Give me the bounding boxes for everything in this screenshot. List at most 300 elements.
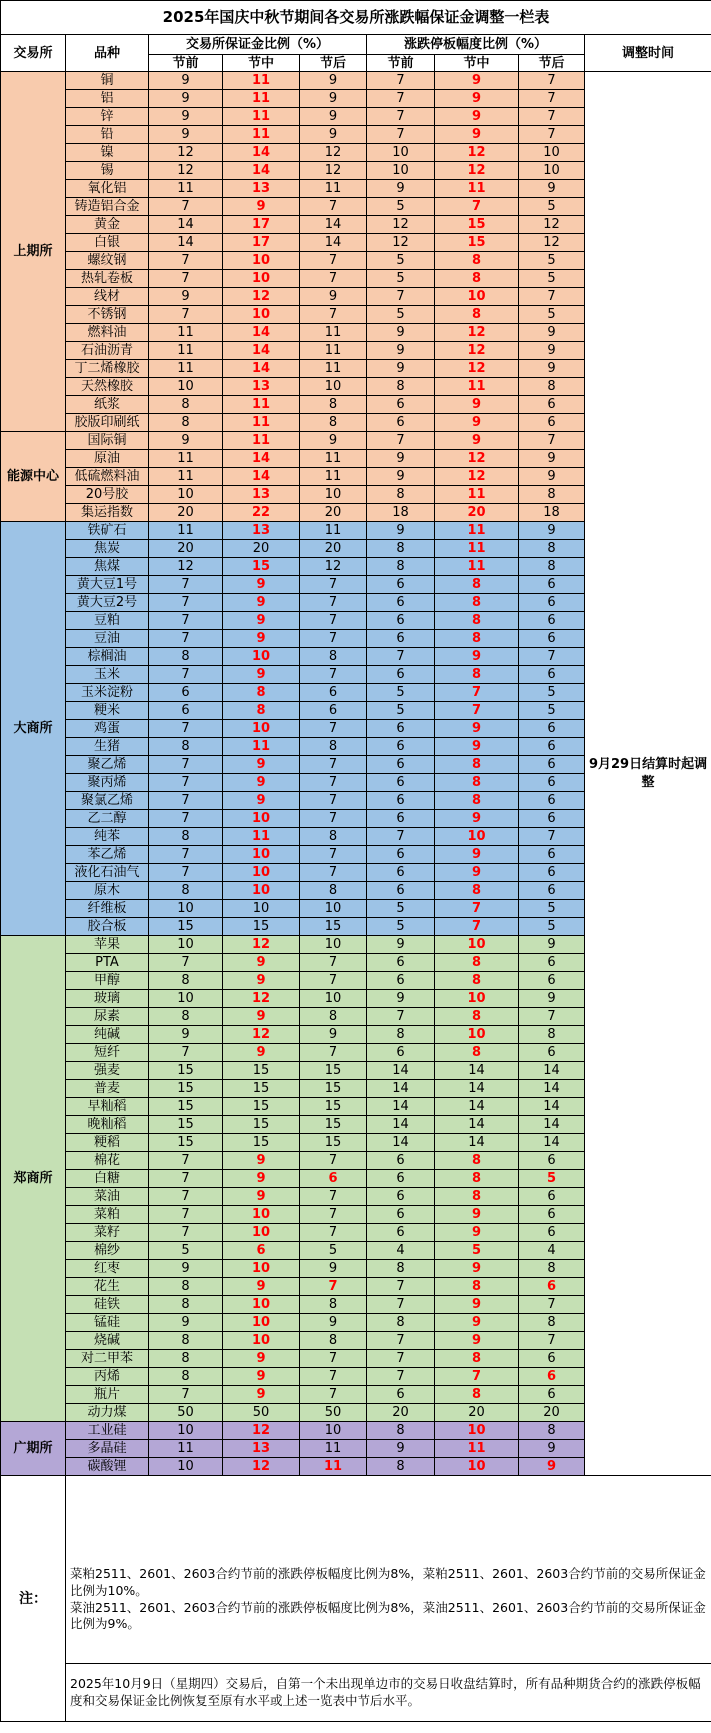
limit-pre-cell: 12 [367, 216, 435, 234]
limit-pre-cell: 6 [367, 666, 435, 684]
product-cell: 乙二醇 [66, 810, 149, 828]
margin-pre-cell: 8 [149, 972, 223, 990]
limit-during-cell: 9 [435, 1260, 519, 1278]
limit-pre-cell: 6 [367, 972, 435, 990]
margin-post-cell: 7 [300, 1152, 367, 1170]
margin-during-cell: 10 [223, 252, 300, 270]
product-cell: 玉米 [66, 666, 149, 684]
margin-post-cell: 11 [300, 342, 367, 360]
header-product: 品种 [66, 35, 149, 72]
limit-pre-cell: 6 [367, 414, 435, 432]
limit-during-cell: 10 [435, 1422, 519, 1440]
product-cell: 瓶片 [66, 1386, 149, 1404]
margin-pre-cell: 10 [149, 900, 223, 918]
margin-pre-cell: 7 [149, 846, 223, 864]
limit-during-cell: 9 [435, 810, 519, 828]
margin-pre-cell: 8 [149, 1278, 223, 1296]
product-cell: 玻璃 [66, 990, 149, 1008]
margin-post-cell: 15 [300, 1062, 367, 1080]
notes-footer: 2025年10月9日（星期四）交易后，自第一个未出现单边市的交易日收盘结算时，所有品种期货合约的涨跌停板幅度和交易保证金比例恢复至原有水平或上述一览表中节后水平。 [66, 1664, 711, 1722]
margin-pre-cell: 6 [149, 684, 223, 702]
limit-during-cell: 9 [435, 126, 519, 144]
margin-pre-cell: 9 [149, 288, 223, 306]
margin-post-cell: 10 [300, 378, 367, 396]
limit-pre-cell: 8 [367, 540, 435, 558]
margin-during-cell: 13 [223, 522, 300, 540]
limit-pre-cell: 9 [367, 342, 435, 360]
margin-post-cell: 5 [300, 1242, 367, 1260]
margin-post-cell: 11 [300, 324, 367, 342]
header-limit-post: 节后 [519, 55, 585, 72]
limit-pre-cell: 7 [367, 432, 435, 450]
margin-post-cell: 8 [300, 882, 367, 900]
limit-post-cell: 6 [519, 396, 585, 414]
margin-during-cell: 14 [223, 144, 300, 162]
margin-during-cell: 9 [223, 198, 300, 216]
limit-pre-cell: 6 [367, 1170, 435, 1188]
limit-pre-cell: 4 [367, 1242, 435, 1260]
limit-during-cell: 8 [435, 1044, 519, 1062]
margin-pre-cell: 8 [149, 414, 223, 432]
limit-post-cell: 9 [519, 936, 585, 954]
margin-during-cell: 11 [223, 414, 300, 432]
limit-pre-cell: 6 [367, 738, 435, 756]
margin-during-cell: 11 [223, 828, 300, 846]
product-cell: 纯碱 [66, 1026, 149, 1044]
limit-post-cell: 9 [519, 324, 585, 342]
margin-post-cell: 7 [300, 1188, 367, 1206]
margin-post-cell: 8 [300, 1296, 367, 1314]
limit-during-cell: 11 [435, 540, 519, 558]
table-row [1, 72, 711, 90]
product-cell: 短纤 [66, 1044, 149, 1062]
limit-during-cell: 20 [435, 504, 519, 522]
product-cell: 热轧卷板 [66, 270, 149, 288]
limit-post-cell: 5 [519, 900, 585, 918]
margin-pre-cell: 9 [149, 108, 223, 126]
margin-pre-cell: 10 [149, 1422, 223, 1440]
margin-during-cell: 9 [223, 972, 300, 990]
exchange-cell: 大商所 [1, 522, 66, 936]
margin-pre-cell: 8 [149, 1368, 223, 1386]
limit-post-cell: 8 [519, 540, 585, 558]
limit-during-cell: 8 [435, 1008, 519, 1026]
limit-pre-cell: 8 [367, 1314, 435, 1332]
margin-post-cell: 11 [300, 360, 367, 378]
limit-during-cell: 8 [435, 1386, 519, 1404]
limit-post-cell: 6 [519, 576, 585, 594]
limit-during-cell: 8 [435, 792, 519, 810]
margin-during-cell: 9 [223, 576, 300, 594]
limit-post-cell: 6 [519, 1206, 585, 1224]
margin-during-cell: 9 [223, 1368, 300, 1386]
margin-during-cell: 12 [223, 1458, 300, 1476]
limit-during-cell: 8 [435, 1350, 519, 1368]
margin-post-cell: 7 [300, 612, 367, 630]
margin-during-cell: 11 [223, 126, 300, 144]
limit-during-cell: 11 [435, 1440, 519, 1458]
limit-pre-cell: 6 [367, 774, 435, 792]
margin-post-cell: 7 [300, 306, 367, 324]
margin-post-cell: 7 [300, 198, 367, 216]
notes-row [1, 1664, 711, 1722]
limit-post-cell: 14 [519, 1062, 585, 1080]
limit-during-cell: 7 [435, 918, 519, 936]
margin-during-cell: 20 [223, 540, 300, 558]
margin-pre-cell: 12 [149, 162, 223, 180]
limit-pre-cell: 7 [367, 108, 435, 126]
product-cell: 红枣 [66, 1260, 149, 1278]
margin-during-cell: 9 [223, 1008, 300, 1026]
margin-post-cell: 11 [300, 1458, 367, 1476]
margin-post-cell: 10 [300, 1422, 367, 1440]
margin-during-cell: 10 [223, 270, 300, 288]
margin-pre-cell: 8 [149, 1008, 223, 1026]
margin-during-cell: 9 [223, 1188, 300, 1206]
margin-during-cell: 10 [223, 648, 300, 666]
margin-post-cell: 7 [300, 270, 367, 288]
margin-during-cell: 9 [223, 612, 300, 630]
margin-during-cell: 15 [223, 1062, 300, 1080]
limit-pre-cell: 18 [367, 504, 435, 522]
margin-post-cell: 9 [300, 1314, 367, 1332]
limit-during-cell: 8 [435, 1278, 519, 1296]
margin-pre-cell: 7 [149, 1386, 223, 1404]
limit-during-cell: 8 [435, 576, 519, 594]
notes-row [1, 1476, 711, 1664]
limit-pre-cell: 6 [367, 720, 435, 738]
limit-during-cell: 12 [435, 324, 519, 342]
limit-during-cell: 14 [435, 1062, 519, 1080]
limit-during-cell: 9 [435, 1224, 519, 1242]
margin-during-cell: 11 [223, 108, 300, 126]
margin-post-cell: 15 [300, 918, 367, 936]
margin-during-cell: 14 [223, 162, 300, 180]
limit-post-cell: 14 [519, 1098, 585, 1116]
margin-during-cell: 12 [223, 990, 300, 1008]
product-cell: 锰硅 [66, 1314, 149, 1332]
margin-pre-cell: 12 [149, 144, 223, 162]
limit-pre-cell: 8 [367, 1026, 435, 1044]
limit-post-cell: 14 [519, 1080, 585, 1098]
limit-during-cell: 8 [435, 612, 519, 630]
margin-during-cell: 13 [223, 486, 300, 504]
limit-during-cell: 12 [435, 360, 519, 378]
limit-during-cell: 14 [435, 1080, 519, 1098]
limit-during-cell: 8 [435, 630, 519, 648]
product-cell: 氧化铝 [66, 180, 149, 198]
product-cell: 碳酸锂 [66, 1458, 149, 1476]
margin-post-cell: 7 [300, 1350, 367, 1368]
margin-post-cell: 12 [300, 162, 367, 180]
margin-post-cell: 9 [300, 72, 367, 90]
margin-pre-cell: 7 [149, 198, 223, 216]
margin-pre-cell: 11 [149, 1440, 223, 1458]
limit-pre-cell: 8 [367, 1422, 435, 1440]
margin-during-cell: 10 [223, 810, 300, 828]
margin-during-cell: 15 [223, 1116, 300, 1134]
margin-during-cell: 15 [223, 1080, 300, 1098]
margin-post-cell: 7 [300, 792, 367, 810]
limit-pre-cell: 8 [367, 1260, 435, 1278]
margin-pre-cell: 7 [149, 720, 223, 738]
margin-pre-cell: 15 [149, 1134, 223, 1152]
margin-post-cell: 9 [300, 432, 367, 450]
margin-during-cell: 22 [223, 504, 300, 522]
margin-pre-cell: 7 [149, 774, 223, 792]
limit-pre-cell: 6 [367, 1044, 435, 1062]
margin-post-cell: 10 [300, 900, 367, 918]
margin-pre-cell: 7 [149, 864, 223, 882]
limit-during-cell: 8 [435, 972, 519, 990]
limit-during-cell: 8 [435, 774, 519, 792]
margin-post-cell: 15 [300, 1080, 367, 1098]
limit-during-cell: 12 [435, 342, 519, 360]
limit-during-cell: 8 [435, 1170, 519, 1188]
margin-during-cell: 17 [223, 216, 300, 234]
margin-post-cell: 14 [300, 234, 367, 252]
margin-post-cell: 7 [300, 774, 367, 792]
limit-post-cell: 10 [519, 144, 585, 162]
product-cell: 苯乙烯 [66, 846, 149, 864]
limit-post-cell: 9 [519, 342, 585, 360]
limit-post-cell: 6 [519, 1368, 585, 1386]
margin-during-cell: 10 [223, 1332, 300, 1350]
margin-pre-cell: 9 [149, 1314, 223, 1332]
margin-post-cell: 7 [300, 666, 367, 684]
limit-post-cell: 6 [519, 612, 585, 630]
limit-during-cell: 10 [435, 990, 519, 1008]
product-cell: 聚丙烯 [66, 774, 149, 792]
header-margin-post: 节后 [300, 55, 367, 72]
limit-post-cell: 4 [519, 1242, 585, 1260]
margin-pre-cell: 7 [149, 666, 223, 684]
limit-during-cell: 8 [435, 1152, 519, 1170]
margin-during-cell: 9 [223, 756, 300, 774]
margin-post-cell: 11 [300, 468, 367, 486]
limit-post-cell: 5 [519, 702, 585, 720]
limit-pre-cell: 7 [367, 1332, 435, 1350]
limit-pre-cell: 7 [367, 828, 435, 846]
limit-during-cell: 9 [435, 1206, 519, 1224]
margin-during-cell: 9 [223, 1170, 300, 1188]
margin-pre-cell: 7 [149, 792, 223, 810]
limit-post-cell: 5 [519, 918, 585, 936]
product-cell: 原木 [66, 882, 149, 900]
margin-pre-cell: 10 [149, 1458, 223, 1476]
limit-post-cell: 6 [519, 792, 585, 810]
limit-post-cell: 6 [519, 954, 585, 972]
limit-post-cell: 5 [519, 198, 585, 216]
limit-pre-cell: 6 [367, 810, 435, 828]
limit-pre-cell: 10 [367, 162, 435, 180]
limit-pre-cell: 6 [367, 846, 435, 864]
margin-post-cell: 9 [300, 1260, 367, 1278]
limit-during-cell: 15 [435, 234, 519, 252]
limit-during-cell: 8 [435, 882, 519, 900]
product-cell: 纸浆 [66, 396, 149, 414]
limit-post-cell: 8 [519, 1422, 585, 1440]
margin-post-cell: 8 [300, 414, 367, 432]
product-cell: 铸造铝合金 [66, 198, 149, 216]
margin-pre-cell: 11 [149, 324, 223, 342]
margin-pre-cell: 7 [149, 1188, 223, 1206]
margin-post-cell: 7 [300, 864, 367, 882]
limit-during-cell: 8 [435, 666, 519, 684]
margin-post-cell: 9 [300, 1026, 367, 1044]
limit-post-cell: 12 [519, 216, 585, 234]
limit-during-cell: 8 [435, 756, 519, 774]
margin-post-cell: 7 [300, 756, 367, 774]
limit-post-cell: 7 [519, 90, 585, 108]
limit-pre-cell: 7 [367, 72, 435, 90]
product-cell: 铝 [66, 90, 149, 108]
margin-post-cell: 7 [300, 576, 367, 594]
margin-pre-cell: 9 [149, 432, 223, 450]
limit-post-cell: 9 [519, 1440, 585, 1458]
product-cell: 螺纹钢 [66, 252, 149, 270]
margin-during-cell: 13 [223, 1440, 300, 1458]
margin-during-cell: 14 [223, 324, 300, 342]
limit-pre-cell: 6 [367, 1152, 435, 1170]
product-cell: 玉米淀粉 [66, 684, 149, 702]
limit-during-cell: 8 [435, 306, 519, 324]
margin-during-cell: 11 [223, 432, 300, 450]
limit-pre-cell: 9 [367, 450, 435, 468]
limit-during-cell: 14 [435, 1116, 519, 1134]
product-cell: 黄金 [66, 216, 149, 234]
limit-pre-cell: 14 [367, 1134, 435, 1152]
limit-post-cell: 7 [519, 72, 585, 90]
limit-during-cell: 9 [435, 414, 519, 432]
product-cell: 粳米 [66, 702, 149, 720]
margin-during-cell: 15 [223, 918, 300, 936]
header-margin-group: 交易所保证金比例（%） [149, 35, 367, 55]
margin-during-cell: 12 [223, 1422, 300, 1440]
product-cell: 烧碱 [66, 1332, 149, 1350]
limit-during-cell: 9 [435, 720, 519, 738]
limit-during-cell: 9 [435, 396, 519, 414]
limit-during-cell: 11 [435, 486, 519, 504]
margin-during-cell: 10 [223, 864, 300, 882]
margin-during-cell: 50 [223, 1404, 300, 1422]
limit-pre-cell: 7 [367, 1350, 435, 1368]
margin-during-cell: 14 [223, 342, 300, 360]
limit-post-cell: 7 [519, 432, 585, 450]
margin-post-cell: 7 [300, 1368, 367, 1386]
product-cell: 动力煤 [66, 1404, 149, 1422]
limit-during-cell: 7 [435, 702, 519, 720]
limit-during-cell: 9 [435, 90, 519, 108]
limit-pre-cell: 6 [367, 396, 435, 414]
margin-post-cell: 9 [300, 126, 367, 144]
limit-during-cell: 11 [435, 522, 519, 540]
product-cell: 多晶硅 [66, 1440, 149, 1458]
margin-during-cell: 9 [223, 1386, 300, 1404]
margin-during-cell: 11 [223, 738, 300, 756]
product-cell: 20号胶 [66, 486, 149, 504]
margin-pre-cell: 7 [149, 1206, 223, 1224]
limit-pre-cell: 5 [367, 702, 435, 720]
product-cell: 镍 [66, 144, 149, 162]
limit-post-cell: 6 [519, 810, 585, 828]
limit-post-cell: 5 [519, 270, 585, 288]
margin-post-cell: 7 [300, 1386, 367, 1404]
product-cell: 粳稻 [66, 1134, 149, 1152]
limit-pre-cell: 8 [367, 378, 435, 396]
product-cell: 聚氯乙烯 [66, 792, 149, 810]
product-cell: 纤维板 [66, 900, 149, 918]
product-cell: 原油 [66, 450, 149, 468]
limit-post-cell: 5 [519, 252, 585, 270]
limit-during-cell: 9 [435, 432, 519, 450]
margin-during-cell: 11 [223, 396, 300, 414]
product-cell: 早籼稻 [66, 1098, 149, 1116]
margin-pre-cell: 6 [149, 702, 223, 720]
header-limit-during: 节中 [435, 55, 519, 72]
limit-pre-cell: 9 [367, 468, 435, 486]
margin-pre-cell: 7 [149, 1170, 223, 1188]
limit-pre-cell: 9 [367, 324, 435, 342]
limit-pre-cell: 9 [367, 522, 435, 540]
margin-pre-cell: 8 [149, 882, 223, 900]
limit-during-cell: 12 [435, 468, 519, 486]
margin-pre-cell: 10 [149, 378, 223, 396]
limit-pre-cell: 14 [367, 1098, 435, 1116]
limit-post-cell: 14 [519, 1116, 585, 1134]
limit-pre-cell: 9 [367, 1440, 435, 1458]
limit-post-cell: 6 [519, 1044, 585, 1062]
limit-post-cell: 14 [519, 1134, 585, 1152]
product-cell: 豆粕 [66, 612, 149, 630]
margin-during-cell: 9 [223, 1278, 300, 1296]
margin-pre-cell: 9 [149, 72, 223, 90]
margin-pre-cell: 20 [149, 504, 223, 522]
margin-post-cell: 7 [300, 252, 367, 270]
limit-during-cell: 8 [435, 252, 519, 270]
margin-pre-cell: 9 [149, 1026, 223, 1044]
margin-post-cell: 7 [300, 720, 367, 738]
limit-during-cell: 9 [435, 738, 519, 756]
margin-during-cell: 15 [223, 1098, 300, 1116]
margin-post-cell: 6 [300, 702, 367, 720]
margin-post-cell: 7 [300, 1044, 367, 1062]
margin-during-cell: 9 [223, 630, 300, 648]
limit-pre-cell: 7 [367, 1296, 435, 1314]
limit-pre-cell: 6 [367, 756, 435, 774]
limit-pre-cell: 6 [367, 1206, 435, 1224]
limit-post-cell: 6 [519, 1350, 585, 1368]
limit-post-cell: 5 [519, 1170, 585, 1188]
margin-post-cell: 8 [300, 828, 367, 846]
limit-during-cell: 7 [435, 684, 519, 702]
limit-during-cell: 8 [435, 954, 519, 972]
limit-pre-cell: 6 [367, 1386, 435, 1404]
limit-pre-cell: 8 [367, 1458, 435, 1476]
margin-during-cell: 10 [223, 900, 300, 918]
margin-pre-cell: 14 [149, 216, 223, 234]
limit-during-cell: 7 [435, 198, 519, 216]
limit-pre-cell: 5 [367, 198, 435, 216]
margin-post-cell: 20 [300, 504, 367, 522]
limit-post-cell: 6 [519, 1386, 585, 1404]
margin-pre-cell: 8 [149, 1296, 223, 1314]
limit-post-cell: 8 [519, 486, 585, 504]
product-cell: 菜油 [66, 1188, 149, 1206]
margin-during-cell: 11 [223, 90, 300, 108]
margin-during-cell: 14 [223, 468, 300, 486]
limit-pre-cell: 7 [367, 648, 435, 666]
